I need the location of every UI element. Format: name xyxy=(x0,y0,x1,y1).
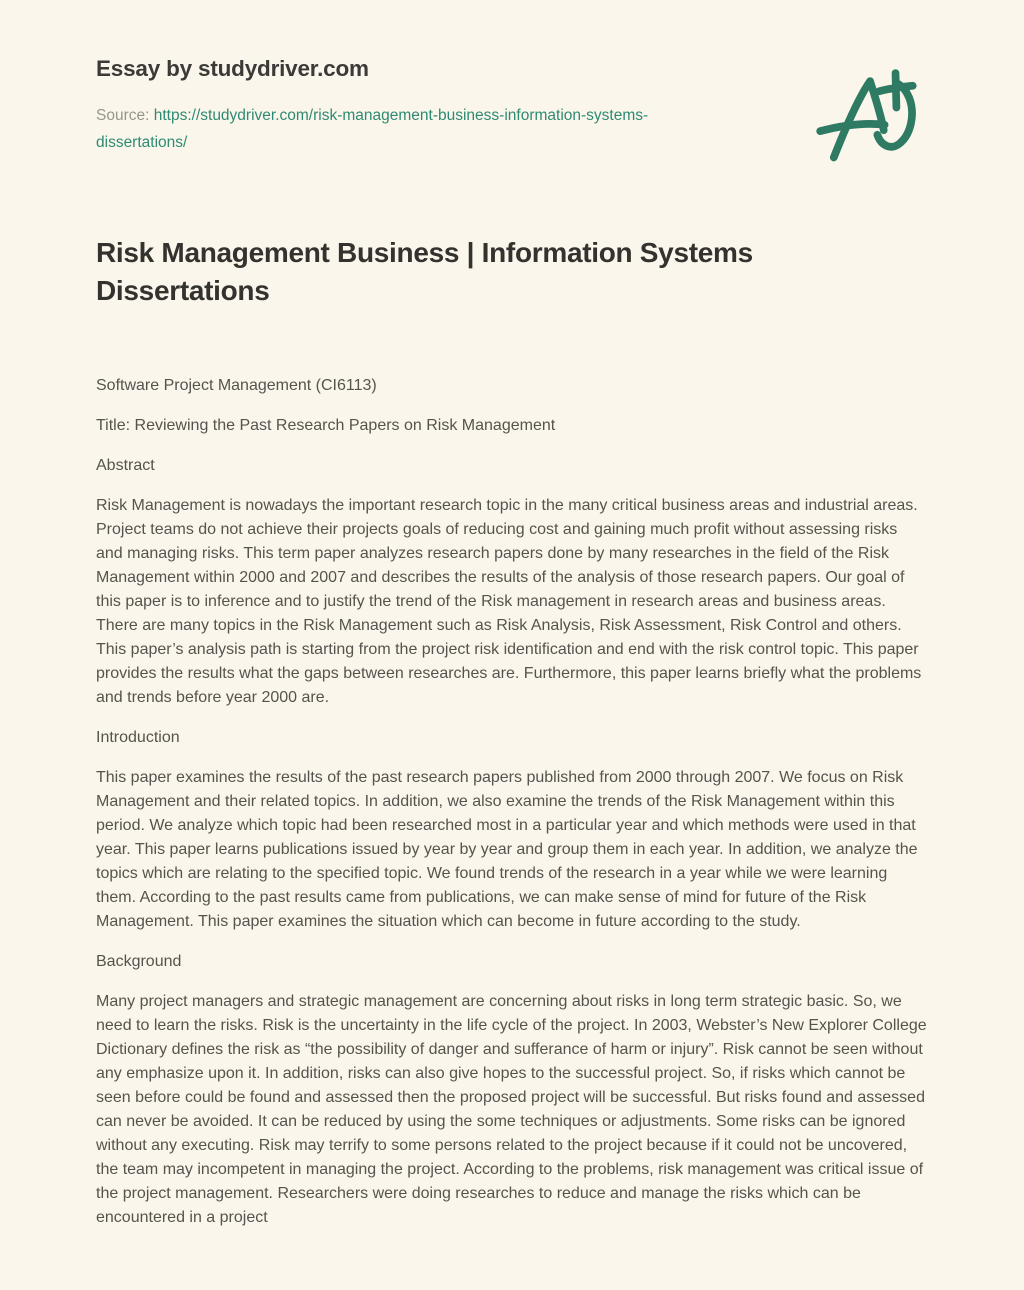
section-heading-introduction: Introduction xyxy=(96,729,180,746)
source-label: Source: xyxy=(96,107,154,124)
source-line xyxy=(96,102,711,156)
introduction-paragraph: This paper examines the results of the past research papers published from 2000 through 2007. We focus on Risk Management and their related topics. In addition, we also examine the trends of the Risk Management within this period. We analyze which topic had been researched most in a particular year and which methods were used in that year. This paper learns publications issued by year by year and group them in each year. In addition, we analyze the topics which are relating to the specified topic. We found trends of the research in a year while we were learning them. According to the past results came from publications, we can make sense of mind for future of the Risk Management. This paper examines the situation which can become in future according to the study. xyxy=(96,769,918,930)
a-plus-logo-icon xyxy=(812,58,930,168)
abstract-paragraph: Risk Management is nowadays the important research topic in the many critical business areas and industrial areas. Project teams do not achieve their projects goals of reducing cost and gaining much profit without assessing risks and managing risks. This term paper analyzes research papers done by many researches in the field of the Risk Management within 2000 and 2007 and describes the results of the analysis of those research papers. Our goal of this paper is to inference and to justify the trend of the Risk management in research areas and business areas. There are many topics in the Risk Management such as Risk Analysis, Risk Assessment, Risk Control and others. This paper’s analysis path is starting from the project risk identification and end with the risk control topic. This paper provides the results what the gaps between researches are. Furthermore, this paper learns briefly what the problems and trends before year 2000 are. xyxy=(96,497,922,706)
section-heading-abstract: Abstract xyxy=(96,457,155,474)
paper-title-line: Title: Reviewing the Past Research Papers on Risk Management xyxy=(96,417,556,434)
site-header-title: Essay by studydriver.com xyxy=(96,56,369,81)
background-paragraph: Many project managers and strategic management are concerning about risks in long term strategic basic. So, we need to learn the risks. Risk is the uncertainty in the life cycle of the project. In 2003, Webster’s New Explorer College Dictionary defines the risk as “the possibility of danger and sufferance of harm or injury”. Risk cannot be seen without any emphasize upon it. In addition, risks can also give hopes to the successful project. So, if risks which cannot be seen before could be found and assessed then the proposed project will be successful. But risks found and assessed can never be avoided. It can be reduced by using the some techniques or adjustments. Some risks can be ignored without any executing. Risk may terrify to some persons related to the project because if it could not be uncovered, the team may incompetent in managing the project. According to the problems, risk management was critical issue of the project management. Researchers were doing researches to reduce and manage the risks which can be encountered in a project xyxy=(96,993,927,1226)
article-body xyxy=(96,374,928,1230)
source-url-link[interactable]: https://studydriver.com/risk-management-business-information-systems-dissertations/ xyxy=(96,107,649,151)
page-header xyxy=(96,55,928,156)
course-line: Software Project Management (CI6113) xyxy=(96,377,377,394)
section-heading-background: Background xyxy=(96,953,182,970)
document-title: Risk Management Business | Information Systems Dissertations xyxy=(96,237,753,306)
header-left xyxy=(96,55,721,156)
